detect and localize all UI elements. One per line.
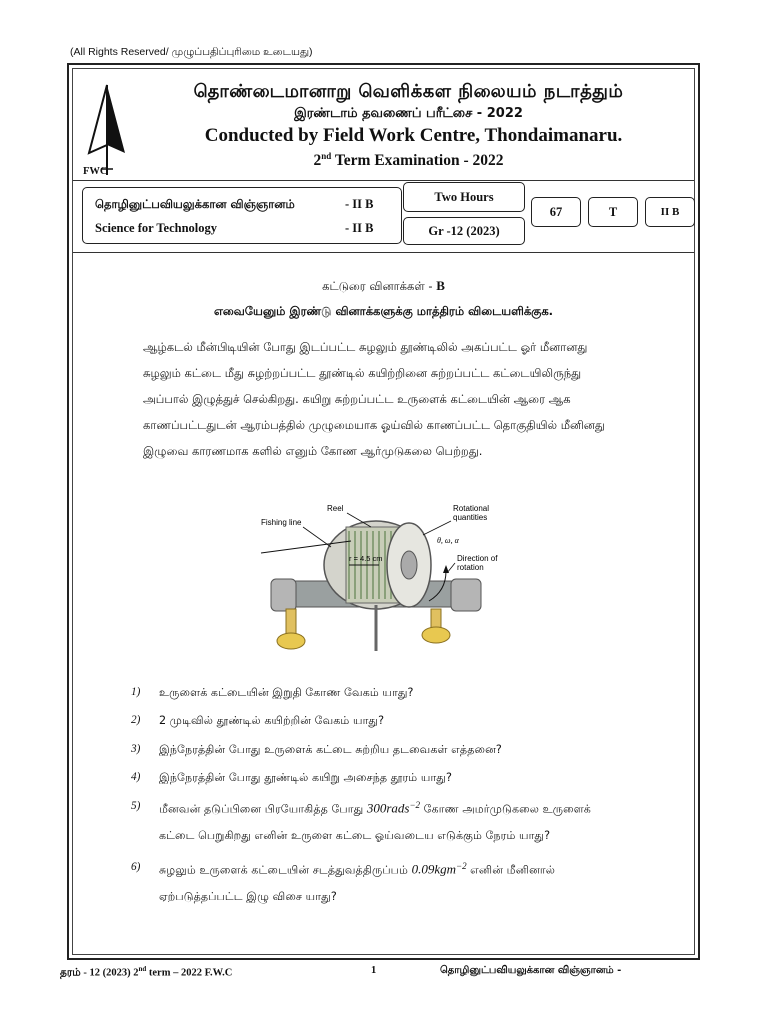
part-badge: II B: [645, 197, 695, 227]
subject-divider: [73, 252, 694, 253]
question-paragraph: [143, 334, 623, 464]
question-text: இந்நேரத்தின் போது உருளைக் கட்டை சுற்றிய தடவைகள் எத்தனை?: [159, 743, 502, 756]
term-rest: Term Examination - 2022: [331, 152, 504, 170]
math-exponent: −2: [409, 800, 421, 810]
frame-inner: [72, 68, 695, 955]
term-ord-suffix: nd: [321, 151, 332, 161]
paragraph-line: ஆழ்கடல் மீன்பிடியின் போது இடப்பட்ட சுழலும் தூண்டிலில் அகப்பட்ட ஓர் மீனானது: [143, 340, 588, 354]
rotational-label-1: Rotational: [453, 504, 490, 513]
question-text: உருளைக் கட்டையின் இறுதி கோண வேகம் யாது?: [159, 686, 414, 699]
reel-label: Reel: [327, 504, 344, 513]
fwc-logo-icon: [85, 83, 129, 179]
question-number: 2): [131, 714, 141, 726]
term-title: [133, 151, 684, 170]
paragraph-line: காணப்பட்டதுடன் ஆரம்பத்தில் முழுமையாக ஓய்வில் காணப்பட்ட தொகுதியில் மீனினது: [143, 418, 605, 432]
medium-badge: T: [588, 197, 638, 227]
math-value: 0.09kgm: [411, 861, 456, 877]
question-number: 6): [131, 861, 141, 873]
question-text-b: எனின் மீனினால்: [470, 863, 556, 877]
question-text: 2 முடிவில் தூண்டில் கயிற்றின் வேகம் யாது?: [159, 714, 385, 727]
subtitle-tamil: இரண்டாம் தவணைப் பரீட்சை - 2022: [294, 106, 523, 121]
question-text-a: சுழலும் உருளைக் கட்டையின் சடத்துவத்திருப்பம்: [159, 863, 409, 877]
math-exponent: −2: [456, 861, 467, 871]
exam-frame: [67, 63, 700, 960]
code-badge: 67: [531, 197, 581, 227]
duration-badge: Two Hours: [403, 182, 525, 212]
title-english: Conducted by Field Work Centre, Thondaimanaru.: [204, 125, 623, 146]
fishing-line-label: Fishing line: [261, 518, 302, 527]
direction-label-2: rotation: [457, 563, 484, 572]
question-text-b: கோண அமர்முடுகலை உருளைக்: [423, 802, 591, 816]
subject-name-tamil: தொழினுட்பவியலுக்கான விஞ்ஞானம்: [95, 197, 295, 211]
rights-notice: (All Rights Reserved/ முழுப்பதிப்புரிமை உடையது): [70, 46, 313, 58]
page-number: 1: [371, 965, 377, 976]
question-text-line1: [159, 800, 689, 818]
paragraph-line: சுழலும் கட்டை மீது சுழற்றப்பட்ட தூண்டில் கயிற்றினை சுற்றப்பட்ட கட்டையிலிருந்து: [143, 366, 582, 380]
math-value: 300rads: [366, 800, 410, 816]
section-letter: B: [436, 278, 445, 293]
section-title-tamil: கட்டுரை வினாக்கள் -: [322, 279, 433, 293]
title-tamil: தொண்டைமானாறு வெளிக்கள நிலையம் நடாத்தும்: [193, 81, 624, 102]
section-title: [73, 278, 694, 295]
paragraph-line: அப்பால் இழுத்துச் செல்கிறது. கயிறு சுற்றப்பட்ட உருளைக் கட்டையின் ஆரை ஆக: [143, 392, 571, 406]
question-number: 1): [131, 686, 141, 698]
question-text-a: மீனவன் தடுப்பினை பிரயோகித்த போது: [159, 802, 364, 816]
question-text-line1: [159, 861, 689, 879]
subject-name-english: Science for Technology: [95, 221, 217, 235]
subject-line-english: [95, 221, 374, 236]
grade-badge: Gr -12 (2023): [403, 217, 525, 245]
direction-label-1: Direction of: [457, 554, 498, 563]
footer-left: [60, 965, 232, 980]
fishing-reel-figure: [251, 501, 531, 661]
footer-left-sup: nd: [138, 965, 147, 973]
term-ord-num: 2: [313, 152, 322, 170]
question-number: 4): [131, 771, 141, 783]
section-instruction: எவையேனும் இரண்டு வினாக்களுக்கு மாத்திரம் விடையளிக்குக.: [213, 304, 554, 318]
subject-level-english: - II B: [345, 221, 374, 235]
footer-right: தொழினுட்பவியலுக்கான விஞ்ஞானம் -: [440, 965, 622, 976]
question-number: 5): [131, 800, 141, 812]
subject-level-tamil: - II B: [345, 197, 374, 211]
logo-text: FWC: [83, 166, 108, 177]
question-text: இந்நேரத்தின் போது தூண்டில் கயிறு அசைந்த தூரம் யாது?: [159, 771, 452, 784]
question-text-line2: கட்டை பெறுகிறது எனின் உருளை கட்டை ஓய்வடைய எடுக்கும் நேரம் யாது?: [159, 829, 551, 842]
footer-left-a: தரம் - 12 (2023) 2: [60, 967, 139, 979]
rotational-label-2: quantities: [453, 513, 488, 522]
radius-label: r = 4.5 cm: [349, 554, 383, 563]
paragraph-line: இழுவை காரணமாக களில் எனும் கோண ஆர்முடுகலை பெற்றது.: [143, 444, 483, 458]
header-divider: [73, 180, 694, 181]
rotational-symbols: θ, ω, α: [437, 536, 459, 545]
question-number: 3): [131, 743, 141, 755]
subject-box: [82, 187, 402, 244]
footer-left-b: term – 2022 F.W.C: [146, 967, 233, 979]
question-text-line2: ஏற்படுத்தப்பட்ட இழு விசை யாது?: [159, 890, 337, 903]
subject-line-tamil: [95, 197, 374, 213]
